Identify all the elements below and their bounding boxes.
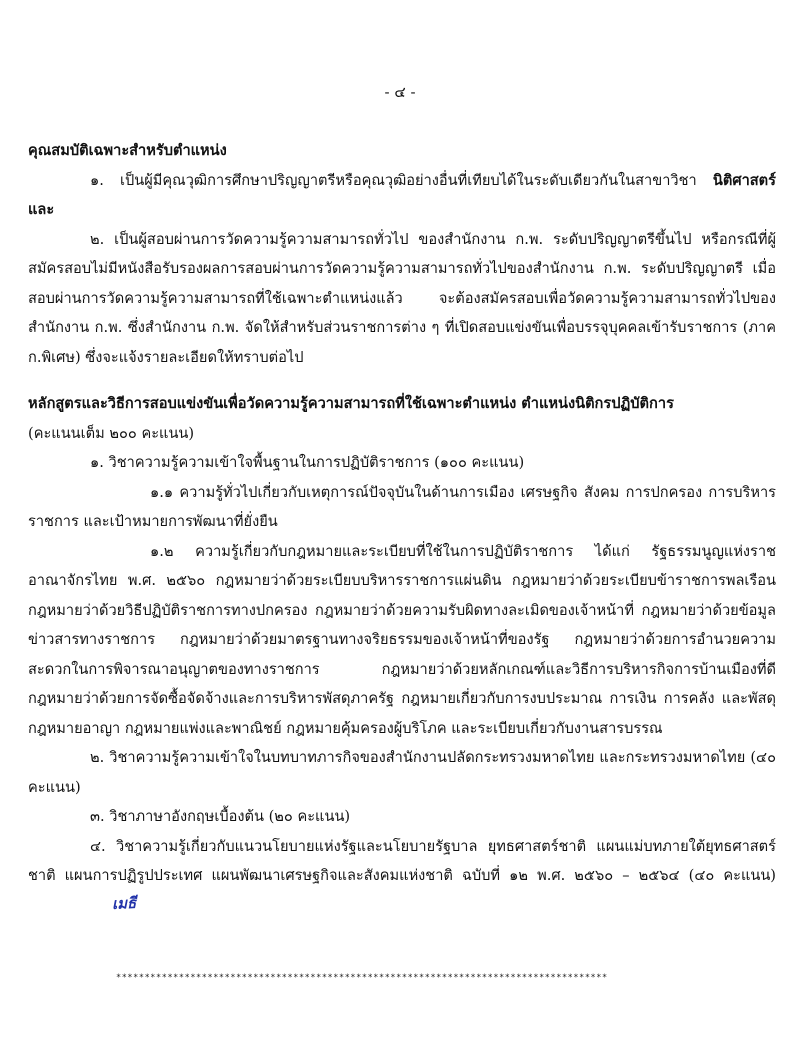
subject-1-1: ๑.๑ ความรู้ทั่วไปเกี่ยวกับเหตุการณ์ปัจจุบันในด้านการเมือง เศรษฐกิจ สังคม การปกครอง การบริหารราชการ และเป้าหมายการพัฒนาที่ยั่งยืน <box>28 483 776 530</box>
handwritten-initials: เมธี <box>111 893 137 913</box>
qualification-item-1-field: นิติศาสตร์ และ <box>28 171 776 218</box>
qualification-item-2: ๒. เป็นผู้สอบผ่านการวัดความรู้ความสามารถทั่วไป ของสำนักงาน ก.พ. ระดับปริญญาตรีขึ้นไป หรือกรณีที่ผู้สมัครสอบไม่มีหนังสือรับรองผลการสอบผ่านการวัดความรู้ความสามารถทั่วไปของสำนักงาน ก.พ. ระดับปริญญาตรี เมื่อสอบผ่านการวัดความรู้ความสามารถที่ใช้เฉพาะตำแหน่งแล้ว จะต้องสมัครสอบเพื่อวัดความรู้ความสามารถทั่วไปของสำนักงาน ก.พ. ซึ่งสำนักงาน ก.พ. จัดให้สำหรับส่วนราชการต่าง ๆ ที่เปิดสอบแข่งขันเพื่อบรรจุบุคคลเข้ารับราชการ (ภาค ก.พิเศษ) ซึ่งจะแจ้งรายละเอียดให้ทราบต่อไป <box>28 230 776 366</box>
curriculum-heading: หลักสูตรและวิธีการสอบแข่งขันเพื่อวัดความรู้ความสามารถที่ใช้เฉพาะตำแหน่ง ตำแหน่งนิติกรปฏิบัติการ <box>28 395 674 412</box>
page-number: - ๔ - <box>384 83 416 101</box>
subject-1: ๑. วิชาความรู้ความเข้าใจพื้นฐานในการปฏิบัติราชการ (๑๐๐ คะแนน) <box>90 454 525 471</box>
separator-line: ************************************************************************************** <box>116 973 608 983</box>
subject-3: ๓. วิชาภาษาอังกฤษเบื้องต้น (๒๐ คะแนน) <box>90 808 351 825</box>
subject-4 <box>28 832 776 921</box>
curriculum-total-score: (คะแนนเต็ม ๒๐๐ คะแนน) <box>28 424 195 442</box>
subject-2: ๒. วิชาความรู้ความเข้าใจในบทบาทภารกิจของสำนักงานปลัดกระทรวงมหาดไทย และกระทรวงมหาดไทย (๔๐ คะแนน) <box>28 749 776 796</box>
qualification-item-1-text: ๑. เป็นผู้มีคุณวุฒิการศึกษาปริญญาตรีหรือคุณวุฒิอย่างอื่นที่เทียบได้ในระดับเดียวกันในสาขาวิชา <box>90 171 713 189</box>
qualifications-heading: คุณสมบัติเฉพาะสำหรับตำแหน่ง <box>28 142 227 159</box>
subject-4-text: ๔. วิชาความรู้เกี่ยวกับแนวนโยบายแห่งรัฐและนโยบายรัฐบาล ยุทธศาสตร์ชาติ แผนแม่บทภายใต้ยุทธศาสตร์ชาติ แผนการปฏิรูปประเทศ แผนพัฒนาเศรษฐกิจและสังคมแห่งชาติ ฉบับที่ ๑๒ พ.ศ. ๒๕๖๐ – ๒๕๖๔ (๔๐ คะแนน) <box>28 837 776 884</box>
qualification-item-1 <box>28 166 776 225</box>
document-body <box>28 136 776 920</box>
subject-1-2: ๑.๒ ความรู้เกี่ยวกับกฎหมายและระเบียบที่ใช้ในการปฏิบัติราชการ ได้แก่ รัฐธรรมนูญแห่งราชอาณาจักรไทย พ.ศ. ๒๕๖๐ กฎหมายว่าด้วยระเบียบบริหารราชการแผ่นดิน กฎหมายว่าด้วยระเบียบข้าราชการพลเรือน กฎหมายว่าด้วยวิธีปฏิบัติราชการทางปกครอง กฎหมายว่าด้วยความรับผิดทางละเมิดของเจ้าหน้าที่ กฎหมายว่าด้วยข้อมูลข่าวสารทางราชการ กฎหมายว่าด้วยมาตรฐานทางจริยธรรมของเจ้าหน้าที่ของรัฐ กฎหมายว่าด้วยการอำนวยความสะดวกในการพิจารณาอนุญาตของทางราชการ กฎหมายว่าด้วยหลักเกณฑ์และวิธีการบริหารกิจการบ้านเมืองที่ดี กฎหมายว่าด้วยการจัดซื้อจัดจ้างและการบริหารพัสดุภาครัฐ กฎหมายเกี่ยวกับการงบประมาณ การเงิน การคลัง และพัสดุ กฎหมายอาญา กฎหมายแพ่งและพาณิชย์ กฎหมายคุ้มครองผู้บริโภค และระเบียบเกี่ยวกับงานสารบรรณ <box>28 542 776 737</box>
